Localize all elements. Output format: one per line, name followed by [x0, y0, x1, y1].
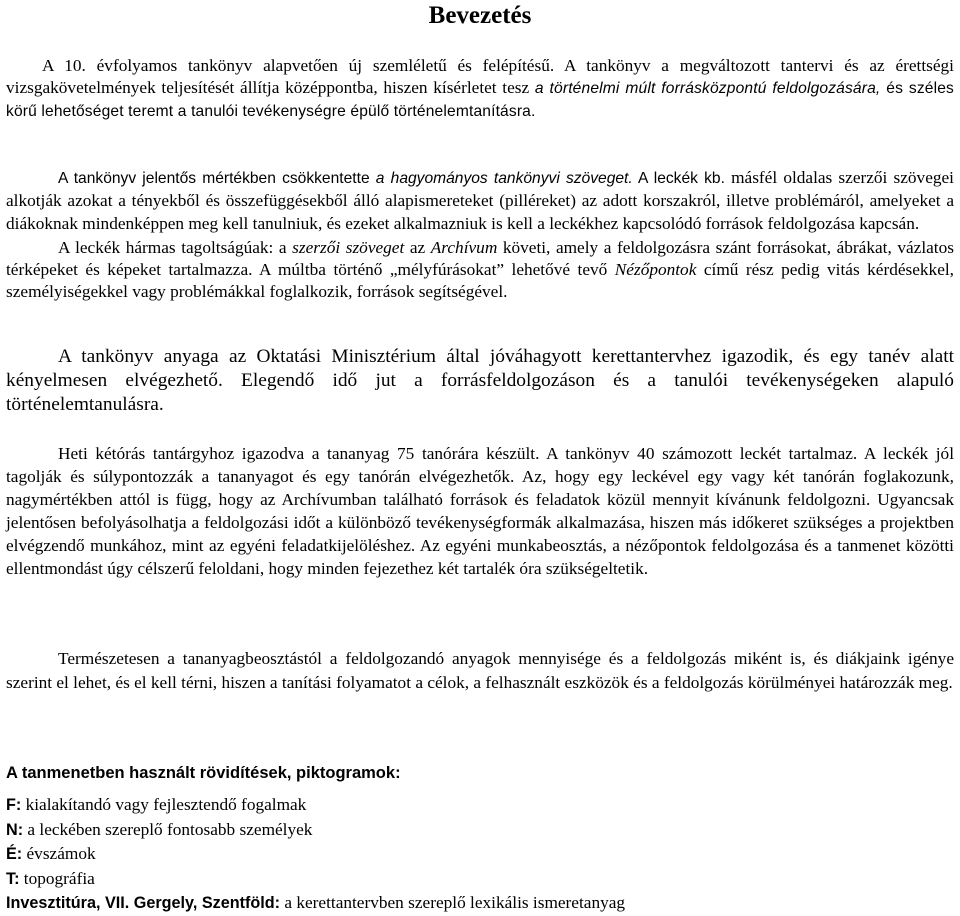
- list-item: [6, 793, 625, 818]
- abbreviation-desc: topográfia: [19, 868, 95, 888]
- abbreviation-key: Invesztitúra, VII. Gergely, Szentföld:: [6, 894, 281, 913]
- text-run: és széles körű lehetőséget teremt a tanulói tevékenységre épülő történelemtanításra.: [6, 80, 954, 120]
- closing-paragraph: [6, 647, 954, 694]
- text-run: másfél oldalas szerzői szövegei alkotják azokat a tényekből és összefüggésekből álló alapismereteket (pilléreket) az adott korszakról, illetve problémáról, amelyeket a diákoknak mindenképpen meg kell tanulniuk, és ezeket alkalmazniuk is kell a leckékhez kapcsolódó források feldolgozása kapcsán.: [6, 168, 954, 233]
- text-run: A tankönyv anyaga az Oktatási Minisztérium által jóváhagyott kerettantervhez igazodik, és egy tanév alatt kényelmesen elvégezhető. Elegendő idő jut a forrásfeldolgozáson és a tanulói tevékenységeken alapuló történelemtanulásra.: [6, 346, 954, 415]
- text-run: az: [404, 238, 431, 257]
- abbreviation-desc: évszámok: [22, 844, 96, 864]
- abbreviation-key: É:: [6, 845, 23, 864]
- text-run: című rész pedig vitás kérdésekkel, személyiségekkel vagy problémákkal foglalkozik, források segítségével.: [6, 260, 954, 301]
- abbreviation-key: T:: [6, 869, 20, 888]
- text-run: Heti kétórás tantárgyhoz igazodva a tananyag 75 tanórára készült. A tankönyv 40 számozott leckét tartalmaz. A leckék jól tagolják és súlypontozzák a tananyagot és egy tanórán elvégezhetők. Az, hogy egy leckével egy vagy két tanórán foglakozunk, nagymértékben attól is függ, hogy az Archívumban található források és feladatok közül mennyit kívánunk feldolgozni. Ugyancsak jelentősen befolyásolhatja a feldolgozási időt a különböző tevékenységformák alkalmazása, hiszen más időkeret szükséges a projektben elvégzendő munkához, mint az egyéni feladatkijelöléshez. Az egyéni munkabeosztás, a nézőpontok feldolgozása és a tanmenet közötti ellentmondást úgy célszerű feloldani, hogy minden fejezethez két tartalék óra szükségeltetik.: [6, 444, 954, 578]
- text-run: A leckék kb.: [632, 170, 732, 187]
- abbreviation-desc: kialakítandó vagy fejlesztendő fogalmak: [21, 795, 307, 814]
- text-run: A tankönyv jelentős mértékben csökkentette: [58, 170, 376, 187]
- schedule-paragraph: [6, 442, 954, 580]
- structure-paragraph: [6, 167, 954, 236]
- lesson-structure-paragraph: [6, 237, 954, 303]
- abbreviation-desc: a leckében szereplő fontosabb személyek: [23, 819, 313, 839]
- abbreviations-list: [6, 793, 625, 916]
- abbreviations-heading: A tanmenetben használt rövidítések, piktogramok:: [6, 764, 401, 782]
- curriculum-paragraph: [6, 345, 954, 417]
- italic-phrase: szerzői szöveget: [292, 238, 405, 257]
- page-title: Bevezetés: [428, 2, 532, 29]
- list-item: [6, 818, 625, 843]
- list-item: [6, 867, 625, 892]
- text-run: A leckék hármas tagoltságúak: a: [58, 238, 293, 257]
- italic-phrase: Archívum: [430, 238, 498, 257]
- text-run: követi, amely a feldolgozásra szánt forrásokat, ábrákat, vázlatos térképeket és képeket tartalmazza. A múltba történő „mélyfúrásokat” lehetővé tevő: [6, 238, 954, 279]
- italic-phrase: Nézőpontok: [614, 260, 697, 279]
- abbreviation-key: N:: [6, 820, 24, 839]
- list-item: [6, 891, 625, 916]
- abbreviation-desc: a kerettantervben szereplő lexikális ismeretanyag: [280, 893, 626, 913]
- italic-phrase: a hagyományos tankönyvi szöveget.: [375, 170, 633, 187]
- italic-phrase: a történelmi múlt forrásközpontú feldolgozására,: [534, 80, 881, 97]
- list-item: [6, 842, 625, 867]
- intro-paragraph: [6, 55, 954, 123]
- text-run: Természetesen a tananyagbeosztástól a feldolgozandó anyagok mennyisége és a feldolgozás miként is, és diákjaink igénye szerint el lehet, és el kell térni, hiszen a tanítási folyamatot a célok, a felhasznált eszközök és a feldolgozás körülményei határozzák meg.: [6, 649, 954, 692]
- abbreviation-key: F:: [6, 796, 22, 814]
- text-run: A 10. évfolyamos tankönyv alapvetően új szemléletű és felépítésű. A tankönyv a megváltozott tantervi és az érettségi vizsgakövetelmények teljesítését állítja középpontba, hiszen kísérletet tesz: [6, 56, 954, 97]
